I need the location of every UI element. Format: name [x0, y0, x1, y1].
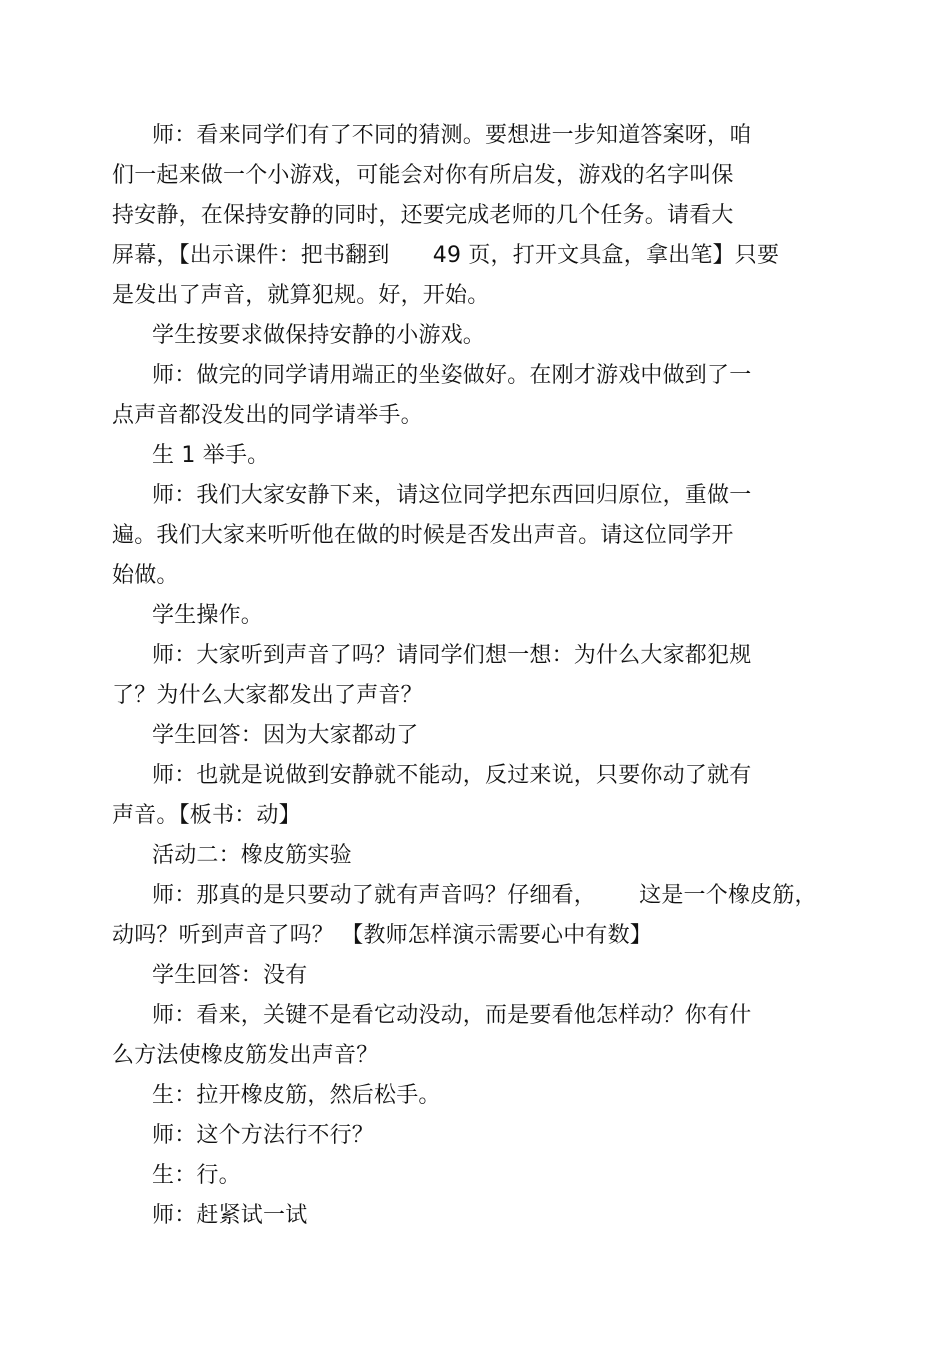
text-line: 遍。我们大家来听听他在做的时候是否发出声音。请这位同学开	[112, 523, 734, 548]
text-line: 学生回答：因为大家都动了	[152, 723, 419, 748]
text-line: 师：赶紧试一试	[152, 1203, 308, 1228]
text-line: 点声音都没发出的同学请举手。	[112, 403, 423, 428]
text-line: 师：做完的同学请用端正的坐姿做好。在刚才游戏中做到了一	[152, 363, 752, 388]
text-line: 持安静，在保持安静的同时，还要完成老师的几个任务。请看大	[112, 203, 734, 228]
text-line: 活动二：橡皮筋实验	[152, 843, 352, 868]
text-line: 了？为什么大家都发出了声音？	[112, 683, 423, 708]
text-line: 学生按要求做保持安静的小游戏。	[152, 323, 486, 348]
text-line: 师：大家听到声音了吗？请同学们想一想：为什么大家都犯规	[152, 643, 752, 668]
text-line: 师：看来，关键不是看它动没动，而是要看他怎样动？你有什	[152, 1003, 752, 1028]
text-line: 们一起来做一个小游戏，可能会对你有所启发，游戏的名字叫保	[112, 163, 734, 188]
text-line: 师：那真的是只要动了就有声音吗？仔细看， 这是一个橡皮筋，	[152, 883, 817, 908]
text-line: 生：拉开橡皮筋，然后松手。	[152, 1083, 441, 1108]
text-line: 师：这个方法行不行？	[152, 1123, 375, 1148]
text-line: 学生回答：没有	[152, 963, 308, 988]
text-line: 师：看来同学们有了不同的猜测。要想进一步知道答案呀，咱	[152, 123, 752, 148]
text-line: 学生操作。	[152, 603, 264, 628]
text-line: 生 1 举手。	[152, 443, 270, 468]
text-line: 生：行。	[152, 1163, 241, 1188]
text-line: 师：也就是说做到安静就不能动，反过来说，只要你动了就有	[152, 763, 752, 788]
text-line: 师：我们大家安静下来，请这位同学把东西回归原位，重做一	[152, 483, 752, 508]
text-line: 屏幕，【出示课件：把书翻到 49 页，打开文具盒，拿出笔】只要	[112, 243, 780, 268]
text-line: 动吗？听到声音了吗？ 【教师怎样演示需要心中有数】	[112, 923, 652, 948]
text-line: 声音。【板书：动】	[112, 803, 301, 828]
text-line: 始做。	[112, 563, 179, 588]
text-line: 是发出了声音，就算犯规。好，开始。	[112, 283, 490, 308]
text-line: 么方法使橡皮筋发出声音？	[112, 1043, 379, 1068]
